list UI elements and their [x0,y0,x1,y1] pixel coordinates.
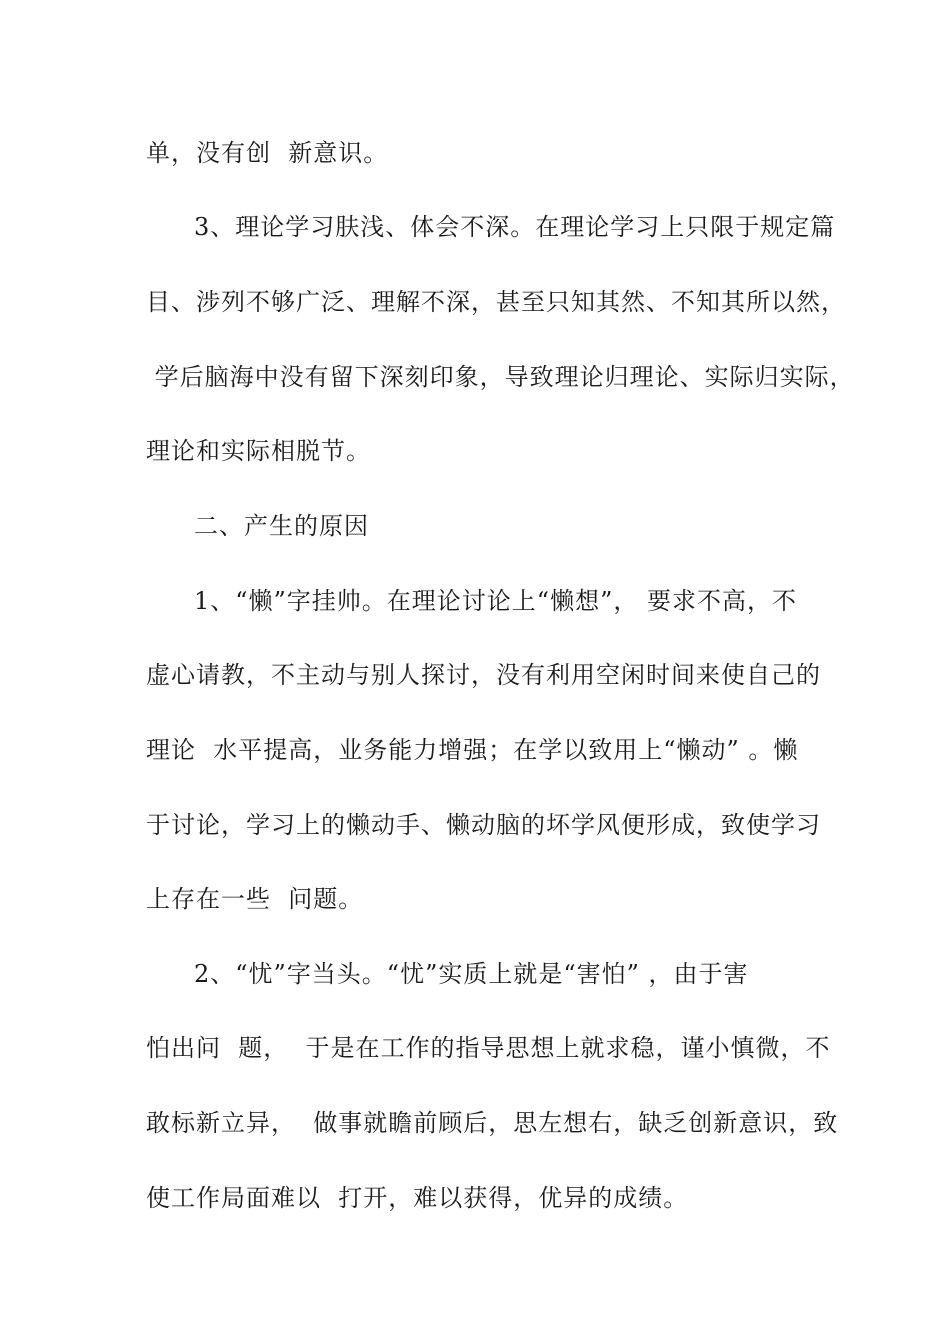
paragraph-line: 怕出问 题， 于是在工作的指导思想上就求稳，谨小慎微，不 [146,1034,831,1062]
paragraph-line: 3、理论学习肤浅、体会不深。在理论学习上只限于规定篇 [194,213,836,241]
paragraph-line: 单，没有创 新意识。 [146,139,389,167]
paragraph-line: 敢标新立异， 做事就瞻前顾后，思左想右，缺乏创新意识，致 [146,1109,839,1137]
paragraph-line: 上存在一些 问题。 [146,885,364,913]
paragraph-line: 使工作局面难以 打开，难以获得，优异的成绩。 [146,1184,689,1212]
paragraph-line: 虚心请教，不主动与别人探讨，没有利用空闲时间来使自己的 [146,661,821,689]
paragraph-line: 1、“懒”字挂帅。在理论讨论上“懒想”， 要求不高，不 [194,587,797,615]
paragraph-line: 2、“忧”字当头。“忧”实质上就是“害怕” ，由于害 [194,960,749,988]
paragraph-line: 理论和实际相脱节。 [146,437,371,465]
paragraph-line: 目、涉列不够广泛、理解不深，甚至只知其然、不知其所以然， [146,288,846,316]
section-heading: 二、产生的原因 [194,512,369,540]
paragraph-line: 于讨论，学习上的懒动手、懒动脑的坏学风便形成，致使学习 [146,811,821,839]
paragraph-line: 理论 水平提高，业务能力增强；在学以致用上“懒动” 。懒 [146,736,799,764]
paragraph-line: 学后脑海中没有留下深刻印象，导致理论归理论、实际归实际， [146,363,855,391]
